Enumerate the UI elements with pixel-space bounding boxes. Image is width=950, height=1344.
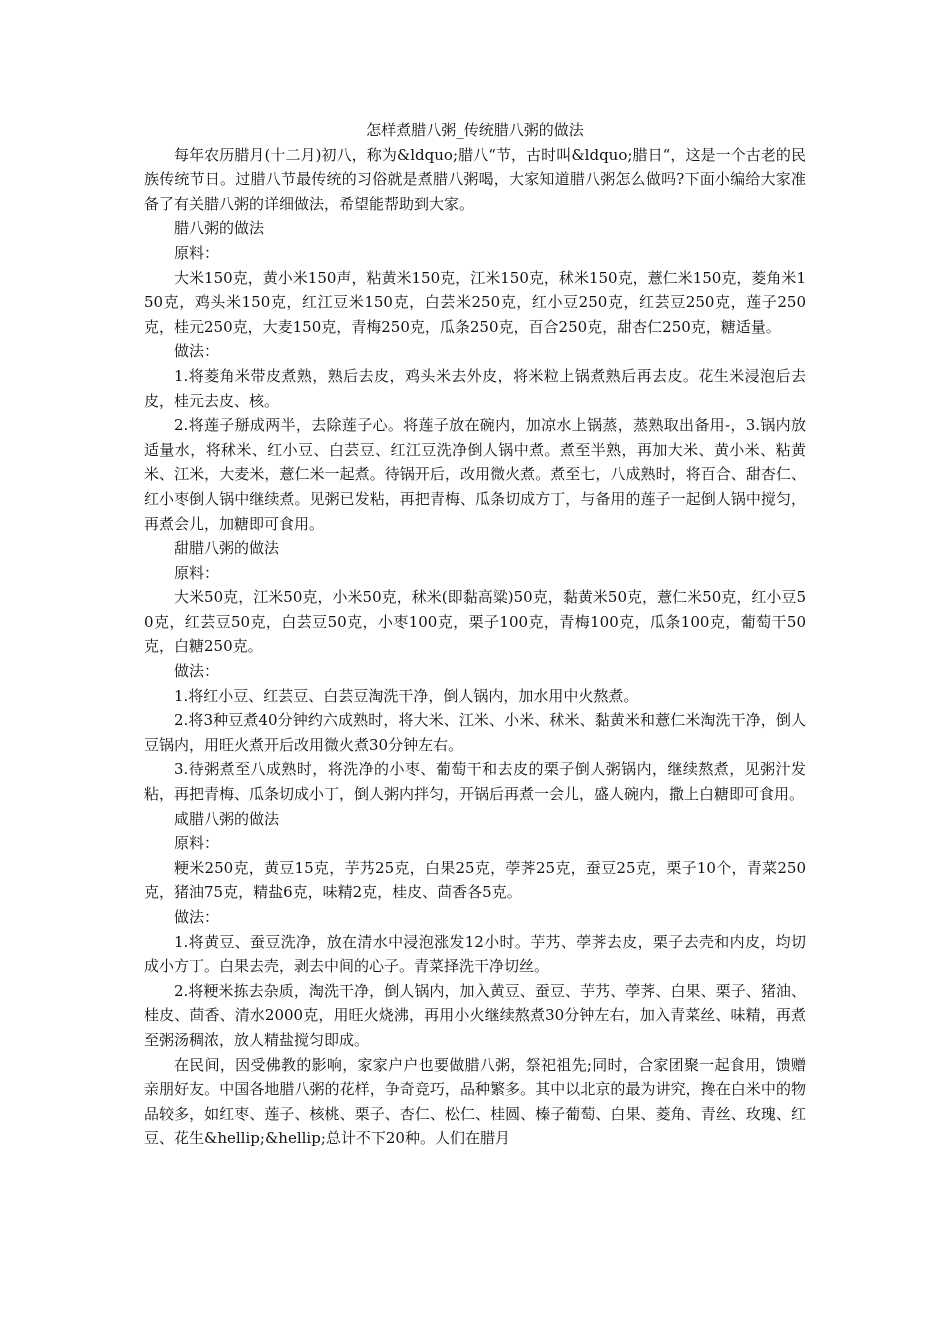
ingredients-label: 原料： (174, 834, 220, 853)
intro-paragraph: 每年农历腊月(十二月)初八，称为&ldquo;腊八“节，古时叫&ldquo;腊日“，这是一个古老的民族传统节日。过腊八节最传统的习俗就是煮腊八粥喝，大家知道腊八粥怎么做吗?下面小编给大家准备了有关腊八粥的详细做法，希望能帮助到大家。 (144, 145, 806, 213)
section-heading-laba-porridge: 腊八粥的做法 (174, 219, 265, 238)
method-label: 做法： (174, 908, 220, 926)
method-step: 1.将菱角米带皮煮熟，熟后去皮，鸡头米去外皮，将米粒上锅煮熟后再去皮。花生米浸泡后去皮，桂元去皮、核。 (144, 366, 806, 410)
method-step: 1.将黄豆、蚕豆洗净，放在清水中浸泡涨发12小时。芋艿、荸荠去皮，栗子去壳和内皮，均切成小方丁。白果去壳，剥去中间的心子。青菜择洗干净切丝。 (144, 932, 806, 976)
document-title: 怎样煮腊八粥_传统腊八粥的做法 (366, 121, 584, 139)
method-label: 做法： (174, 342, 220, 361)
method-step: 2.将莲子掰成两半，去除莲子心。将莲子放在碗内，加凉水上锅蒸，蒸熟取出备用-，3.锅内放适量水，将秫米、红小豆、白芸豆、红江豆洗净倒人锅中煮。煮至半熟，再加大米、黄小米、粘黄米、江米，大麦米，薏仁米一起煮。待锅开后，改用微火煮。煮至七，八成熟时，将百合、甜杏仁、红小枣倒人锅中继续煮。见粥已发粘，再把青梅、瓜条切成方丁，与备用的莲子一起倒人锅中搅匀，再煮会儿，加糖即可食用。 (144, 416, 806, 533)
document-page (144, 118, 806, 1151)
ingredients-label: 原料： (174, 563, 220, 582)
section-heading-salty-laba-porridge: 咸腊八粥的做法 (174, 809, 280, 828)
ingredients-list: 粳米250克，黄豆15克，芋艿25克，白果25克，荸荠25克，蚕豆25克，栗子10个，青菜250克，猪油75克，精盐6克，味精2克，桂皮、茴香各5克。 (144, 858, 806, 902)
method-step: 2.将3种豆煮40分钟约六成熟时，将大米、江米、小米、秫米、黏黄米和薏仁米淘洗干净，倒人豆锅内，用旺火煮开后改用微火煮30分钟左右。 (144, 711, 806, 754)
method-step: 1.将红小豆、红芸豆、白芸豆淘洗干净，倒人锅内，加水用中火熬煮。 (174, 686, 639, 705)
section-heading-sweet-laba-porridge: 甜腊八粥的做法 (174, 539, 280, 558)
method-step: 2.将粳米拣去杂质，淘洗干净，倒人锅内，加入黄豆、蚕豆、芋艿、荸荠、白果、栗子、猪油、桂皮、茴香、清水2000克，用旺火烧沸，再用小火继续熬煮30分钟左右，加入青菜丝、味精，再煮至粥汤稠浓，放人精盐搅匀即成。 (144, 981, 806, 1049)
closing-paragraph: 在民间，因受佛教的影响，家家户户也要做腊八粥，祭祀祖先;同时，合家团聚一起食用，馈赠亲朋好友。中国各地腊八粥的花样，争奇竞巧，品种繁多。其中以北京的最为讲究，搀在白米中的物品较多，如红枣、莲子、核桃、栗子、杏仁、松仁、桂圆、榛子葡萄、白果、菱角、青丝、玫瑰、红豆、花生&hellip;&hellip;总计不下20种。人们在腊月 (144, 1055, 806, 1148)
ingredients-list: 大米150克，黄小米150声，粘黄米150克，江米150克，秫米150克，薏仁米150克，菱角米150克，鸡头米150克，红江豆米150克，白芸米250克，红小豆250克，红芸豆250克，莲子250克，桂元250克，大麦150克，青梅250克，瓜条250克，百合250克，甜杏仁250克，糖适量。 (144, 268, 806, 336)
method-label: 做法： (174, 662, 220, 681)
method-step: 3.待粥煮至八成熟时，将洗净的小枣、葡萄干和去皮的栗子倒人粥锅内，继续熬煮，见粥汁发粘，再把青梅、瓜条切成小丁，倒人粥内拌匀，开锅后再煮一会儿，盛人碗内，撒上白糖即可食用。 (144, 760, 806, 804)
ingredients-label: 原料： (174, 243, 220, 262)
ingredients-list: 大米50克，江米50克，小米50克，秫米(即黏高粱)50克，黏黄米50克，薏仁米50克，红小豆50克，红芸豆50克，白芸豆50克，小枣100克，栗子100克，青梅100克，瓜条100克，葡萄干50克，白糖250克。 (144, 588, 806, 656)
